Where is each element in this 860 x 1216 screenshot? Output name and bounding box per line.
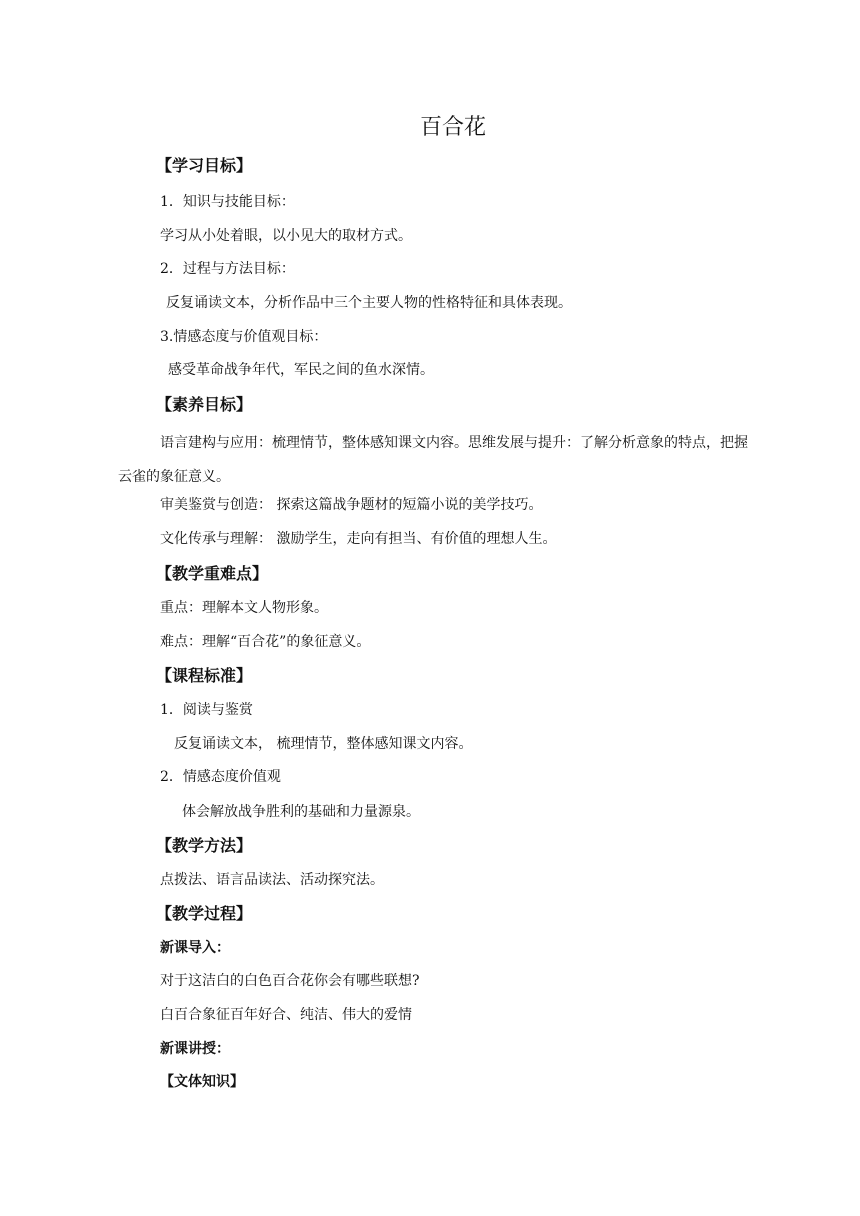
curriculum-standard-line: 1．阅读与鉴赏 xyxy=(160,702,253,718)
teaching-method-line: 点拨法、语言品读法、活动探究法。 xyxy=(160,872,384,888)
key-point-line: 重点：理解本文人物形象。 xyxy=(160,600,328,616)
learning-goal-line: 3.情感态度与价值观目标： xyxy=(160,329,328,345)
literacy-goal-line: 文化传承与理解： 激励学生，走向有担当、有价值的理想人生。 xyxy=(160,531,557,547)
learning-goal-line: 学习从小处着眼，以小见大的取材方式。 xyxy=(160,228,412,244)
curriculum-standard-line: 2．情感态度价值观 xyxy=(160,769,281,785)
teaching-process-line: 白百合象征百年好合、纯洁、伟大的爱情 xyxy=(160,1007,412,1023)
literacy-goals-heading: 【素养目标】 xyxy=(156,395,253,414)
key-points-heading: 【教学重难点】 xyxy=(156,564,269,583)
learning-goals-heading: 【学习目标】 xyxy=(156,156,253,175)
literacy-goal-line: 审美鉴赏与创造： 探索这篇战争题材的短篇小说的美学技巧。 xyxy=(160,497,543,513)
curriculum-standard-line: 反复诵读文本， 梳理情节，整体感知课文内容。 xyxy=(174,736,473,752)
page-title: 百合花 xyxy=(419,115,486,140)
style-knowledge-heading: 【文体知识】 xyxy=(160,1074,244,1090)
teaching-process-subheading: 新课讲授： xyxy=(160,1041,230,1057)
teaching-process-heading: 【教学过程】 xyxy=(156,904,253,923)
curriculum-standard-line: 体会解放战争胜利的基础和力量源泉。 xyxy=(182,804,420,820)
learning-goal-line: 感受革命战争年代，军民之间的鱼水深情。 xyxy=(168,362,434,378)
key-point-line: 难点：理解“百合花”的象征意义。 xyxy=(160,634,371,650)
curriculum-standards-heading: 【课程标准】 xyxy=(156,666,253,685)
teaching-process-line: 对于这洁白的白色百合花你会有哪些联想? xyxy=(160,973,420,989)
literacy-goal-paragraph: 语言建构与应用：梳理情节，整体感知课文内容。思维发展与提升：了解分析意象的特点，把握云雀的象征意义。 xyxy=(118,435,748,485)
teaching-methods-heading: 【教学方法】 xyxy=(156,836,253,855)
learning-goal-line: 2．过程与方法目标： xyxy=(160,261,295,277)
learning-goal-line: 反复诵读文本，分析作品中三个主要人物的性格特征和具体表现。 xyxy=(166,295,572,311)
teaching-process-subheading: 新课导入： xyxy=(160,940,230,956)
learning-goal-line: 1．知识与技能目标： xyxy=(160,194,295,210)
